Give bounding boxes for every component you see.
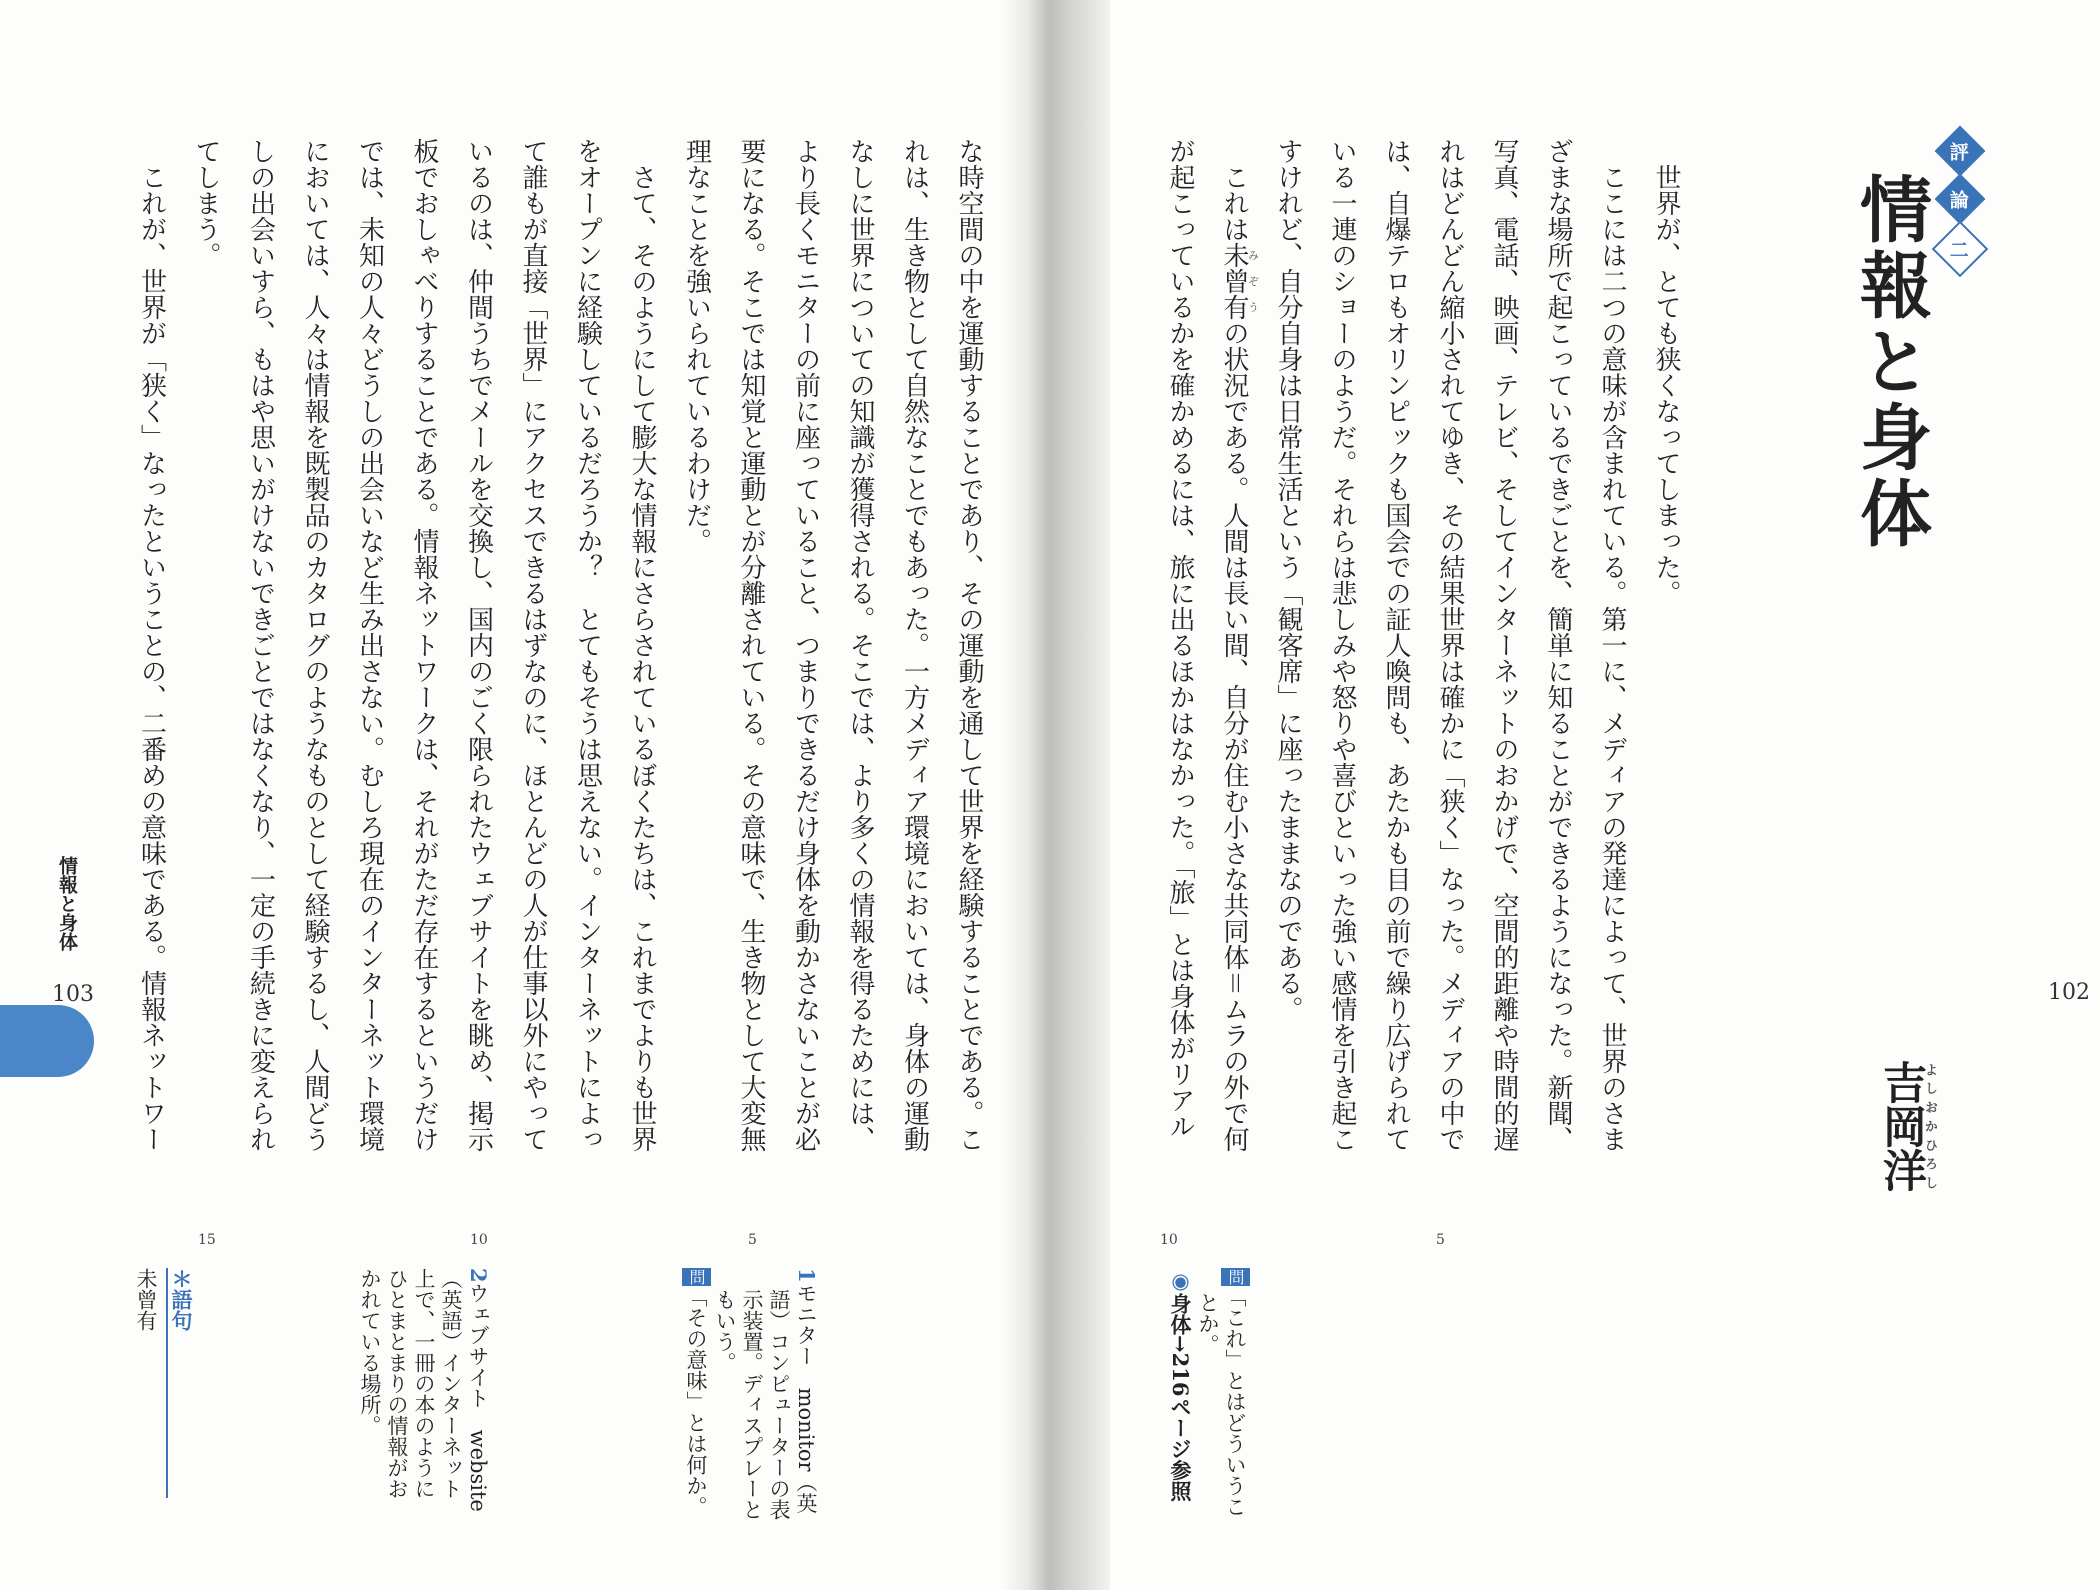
- page-number-left: 103: [52, 982, 94, 1007]
- note-website: 2ウェブサイト website （英語）インターネット 上で、一冊の本のように ひとまとまりの情報がお かれている場所。: [358, 1268, 491, 1512]
- body-line: 理なことを強いられているわけだ。: [681, 138, 712, 554]
- running-head: 情報と身体: [56, 856, 78, 951]
- note-line: （英語）インターネット: [439, 1268, 463, 1499]
- body-line: が起こっているかを確かめるには、旅に出るほかはなかった。「旅」とは身体がリアル: [1165, 138, 1195, 1139]
- target-circle-icon: ◉: [1168, 1268, 1193, 1293]
- body-line: ここには二つの意味が含まれている。第一に、メディアの発達によって、世界のさま: [1597, 164, 1627, 1152]
- chapter-title: 情報と身体: [1848, 172, 1933, 552]
- note-line: ひとまとまりの情報がお: [385, 1268, 409, 1499]
- body-line: な時空間の中を運動することであり、その運動を通して世界を経験することである。こ: [954, 138, 984, 1152]
- body-line: これは未曾有みぞうの状況である。人間は長い間、自分が住む小さな共同体＝ムラの外で何: [1219, 164, 1260, 1152]
- note-line: かれている場所。: [358, 1268, 382, 1436]
- right-page-notes: [1150, 1268, 1250, 1517]
- note-line: 上で、一冊の本のように: [412, 1268, 436, 1499]
- question-note: 問「その意味」とは何か。: [682, 1268, 711, 1520]
- badge-hyo: 評: [1935, 126, 1986, 177]
- note-line: 語）コンピューターの表: [767, 1289, 791, 1520]
- question-note: 問「これ」とはどういうこ: [1221, 1268, 1250, 1517]
- thumb-index-tab: [0, 1005, 94, 1077]
- vocab-heading: ＊語句: [169, 1268, 194, 1331]
- left-page-body: [126, 138, 996, 1223]
- body-line: いるのは、仲間うちでメールを交換し、国内のごく限られたウェブサイトを眺め、掲示: [463, 138, 494, 1152]
- body-line: さて、そのようにして膨大な情報にさらされているぼくたちは、これまでよりも世界: [627, 164, 657, 1152]
- body-line: いる一連のショーのようだ。それらは悲しみや怒りや喜びといった強い感情を引き起こ: [1327, 138, 1357, 1152]
- note-line: もいう。: [713, 1289, 737, 1373]
- body-line: すけれど、自分自身は日常生活という「観客席」に座ったままなのである。: [1273, 138, 1303, 1022]
- body-line: をオープンに経験しているだろうか？ とてもそうは思えない。インターネットによっ: [572, 138, 603, 1152]
- question-badge: 問: [1221, 1268, 1250, 1286]
- question-badge: 問: [682, 1268, 711, 1286]
- body-line: なしに世界についての知識が獲得される。そこでは、より多くの情報を得るためには、: [845, 138, 875, 1152]
- line-number: 10: [1160, 1232, 1178, 1248]
- body-line: より長くモニターの前に座っていること、つまりできるだけ身体を動かさないことが必: [790, 138, 821, 1152]
- body-line: は、自爆テロもオリンピックも国会での証人喚問も、あたかも目の前で繰り広げられて: [1381, 138, 1411, 1152]
- line-number: 5: [1436, 1232, 1445, 1248]
- book-spine-shadow: [1000, 0, 1110, 1590]
- vocab-item: 未曾有: [134, 1268, 158, 1331]
- body-line: 要になる。そこでは知覚と運動とが分離されている。その意味で、生き物として大変無: [736, 138, 766, 1152]
- line-number: 5: [748, 1232, 757, 1248]
- badge-ron: 論: [1935, 174, 1986, 225]
- reference-note: ◉身体→216ページ参照: [1168, 1268, 1193, 1502]
- page-number-right: 102: [2048, 980, 2090, 1005]
- body-line: 板でおしゃべりすることである。情報ネットワークは、それがただ存在するというだけ: [409, 138, 439, 1152]
- body-line: れは、生き物として自然なことでもあった。一方メディア環境においては、身体の運動: [899, 138, 930, 1152]
- question-note-cont: とか。: [1196, 1292, 1220, 1355]
- category-badges: [1938, 128, 1982, 281]
- body-line: これが、世界が「狭く」なったということの、二番めの意味である。情報ネットワー: [136, 164, 167, 1152]
- body-line: 世界が、とても狭くなってしまった。: [1651, 164, 1681, 606]
- body-line: てしまう。: [191, 138, 221, 268]
- body-line: 写真、電話、映画、テレビ、そしてインターネットのおかげで、空間的距離や時間的遅: [1489, 138, 1519, 1152]
- note-line: 示装置。ディスプレーと: [740, 1289, 764, 1520]
- author-name: 吉岡洋よしおかひろし: [1875, 1060, 1937, 1192]
- body-line: しの出会いすら、もはや思いがけないできごとではなくなり、一定の手続きに変えられ: [245, 138, 276, 1152]
- body-line: れはどんどん縮小されてゆき、その結果世界は確かに「狭く」なった。メディアの中で: [1435, 138, 1465, 1152]
- note-monitor: 1モニター monitor（英 語）コンピューターの表 示装置。ディスプレーと もいう。 問「その意味」とは何か。: [684, 1268, 819, 1520]
- body-line: では、未知の人々どうしの出会いなど生み出さない。むしろ現在のインターネット環境: [354, 138, 385, 1152]
- body-line: においては、人々は情報を既製品のカタログのようなものとして経験するし、人間どう: [300, 138, 330, 1152]
- right-page-body: [1148, 138, 1693, 1223]
- body-line: ざまな場所で起こっているできごとを、簡単に知ることができるようになった。新聞、: [1543, 138, 1573, 1152]
- line-number: 15: [198, 1232, 216, 1248]
- body-line: て誰もが直接「世界」にアクセスできるはずなのに、ほとんどの人が仕事以外にやって: [518, 138, 548, 1152]
- line-number: 10: [470, 1232, 488, 1248]
- badge-number: 二: [1932, 221, 1989, 278]
